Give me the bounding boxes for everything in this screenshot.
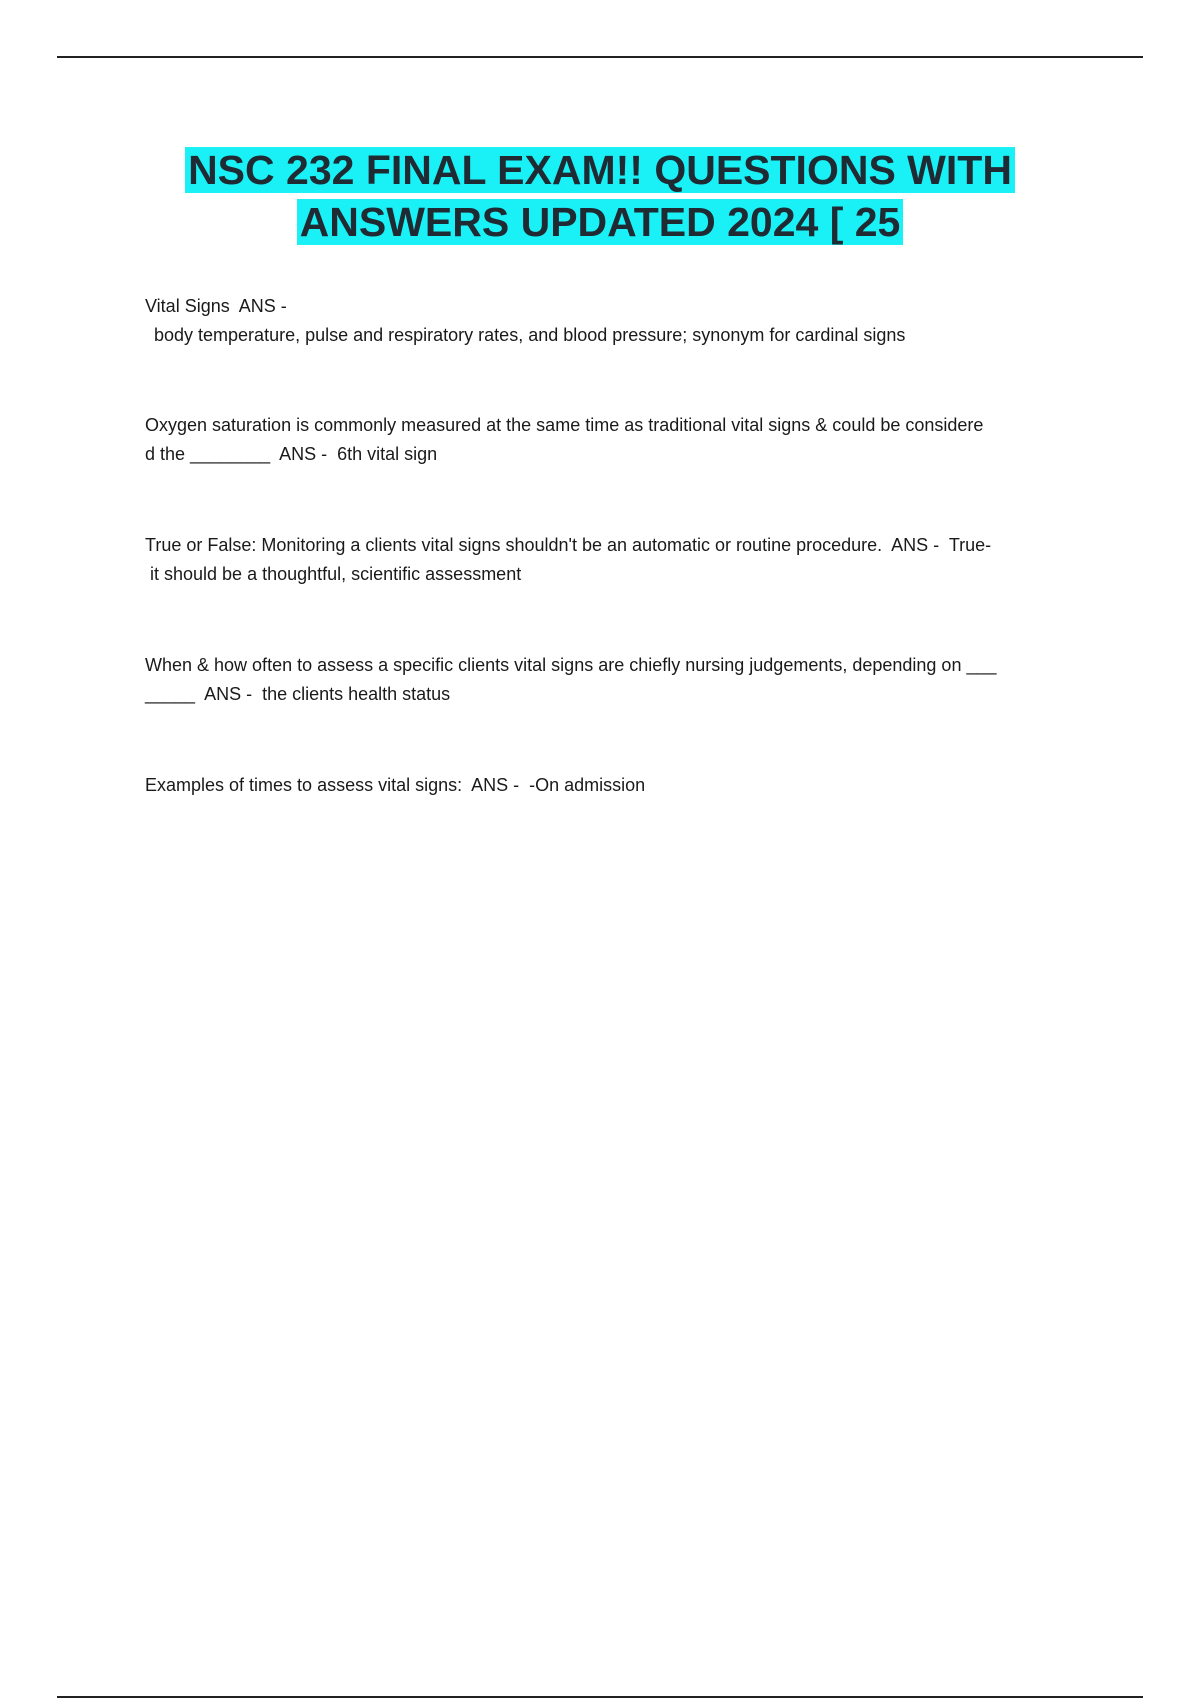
title-line-2: ANSWERS UPDATED 2024 [ 25 — [297, 199, 904, 245]
question-text: Oxygen saturation is commonly measured at the same time as traditional vital signs & could be considere — [145, 415, 984, 435]
qa-item-vital-signs — [145, 292, 1085, 350]
question-text: Vital Signs ANS - — [145, 296, 292, 316]
title-line-1: NSC 232 FINAL EXAM!! QUESTIONS WITH — [185, 147, 1015, 193]
qa-item-assessment-times — [145, 771, 1085, 800]
qa-item-oxygen-saturation — [145, 411, 1085, 469]
question-text: Examples of times to assess vital signs: ANS - -On admission — [145, 775, 646, 795]
question-continuation: d the ________ ANS - 6th vital sign — [145, 444, 438, 464]
answer-continuation: it should be a thoughtful, scientific assessment — [145, 564, 522, 584]
top-rule — [57, 56, 1143, 58]
qa-item-assessment-frequency — [145, 651, 1085, 709]
bottom-rule — [57, 1696, 1143, 1698]
question-text: When & how often to assess a specific clients vital signs are chiefly nursing judgements, depending on ___ — [145, 655, 997, 675]
question-text: True or False: Monitoring a clients vital signs shouldn't be an automatic or routine procedure. ANS - True- — [145, 535, 992, 555]
answer-text: body temperature, pulse and respiratory rates, and blood pressure; synonym for cardinal signs — [154, 325, 906, 345]
document-title — [100, 144, 1100, 248]
question-continuation: _____ ANS - the clients health status — [145, 684, 451, 704]
qa-item-true-false — [145, 531, 1085, 589]
